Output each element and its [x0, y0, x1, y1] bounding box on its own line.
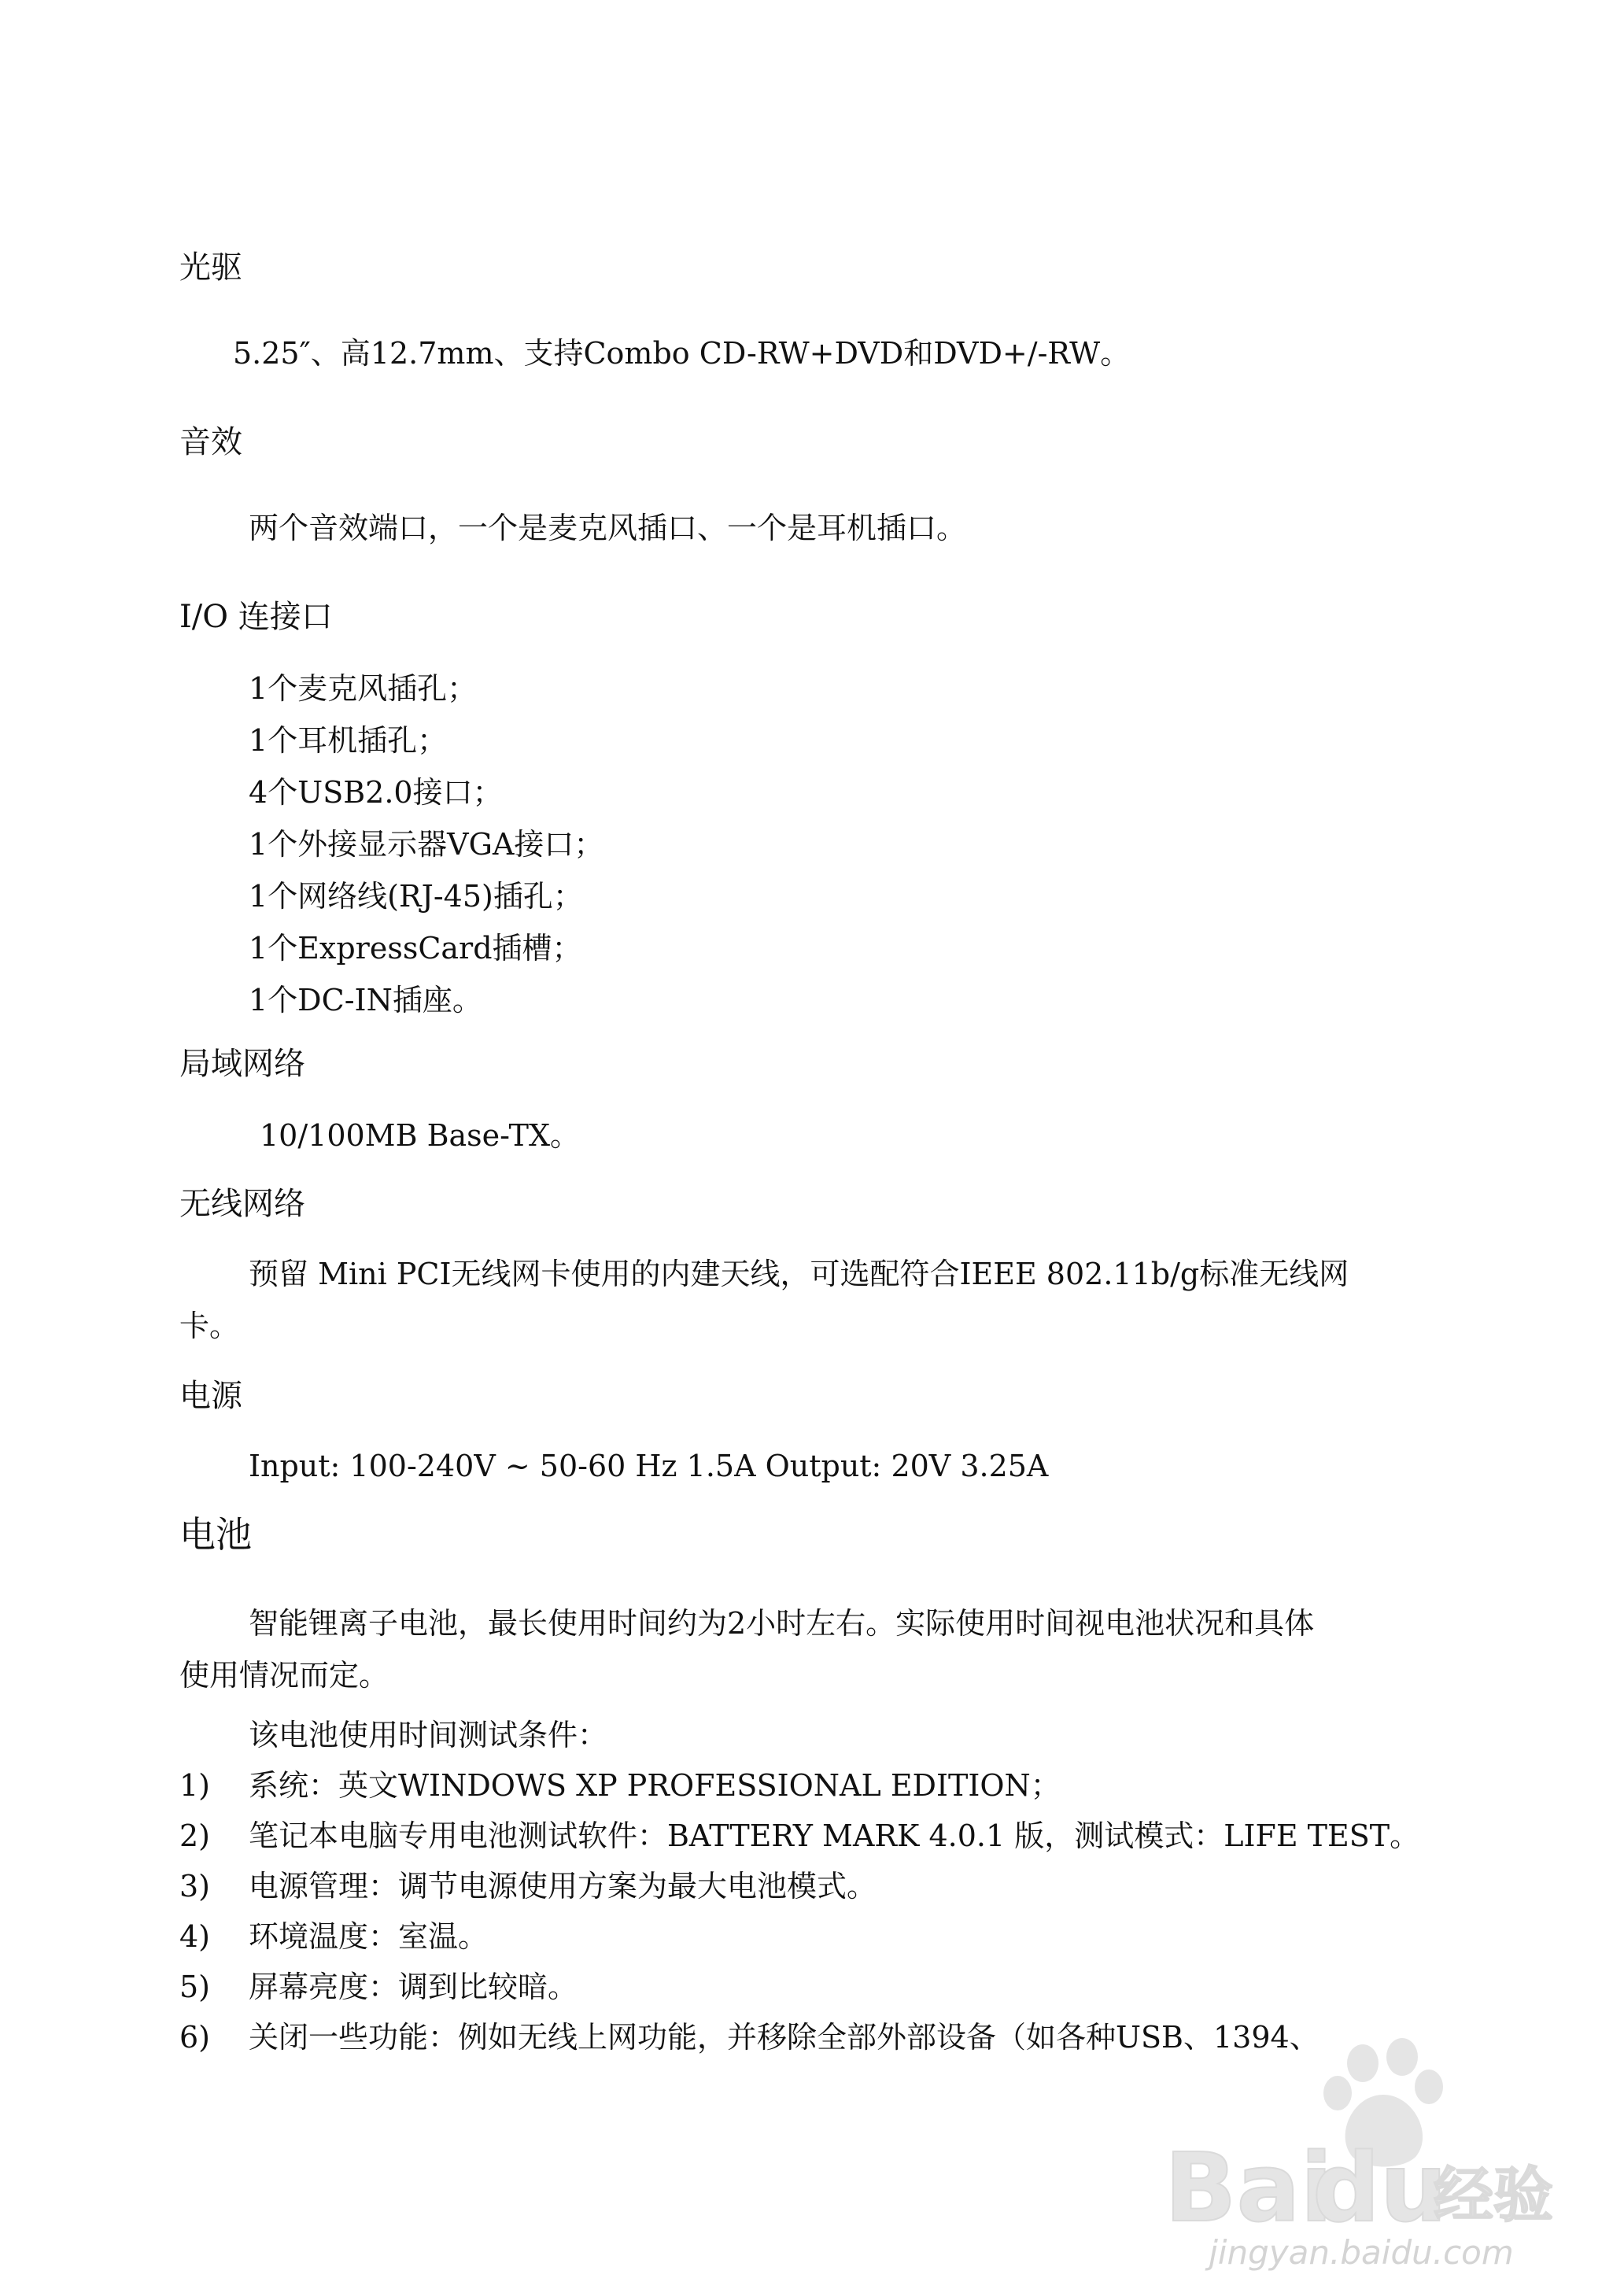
heading-audio: 音效 — [179, 424, 242, 460]
heading-battery: 电池 — [179, 1513, 252, 1556]
heading-wireless: 无线网络 — [179, 1186, 305, 1222]
wireless-spec-line2: 卡。 — [179, 1309, 240, 1343]
audio-spec: 两个音效端口，一个是麦克风插口、一个是耳机插口。 — [249, 511, 967, 545]
battery-spec-line2: 使用情况而定。 — [179, 1658, 389, 1693]
condition-text: 关闭一些功能：例如无线上网功能，并移除全部外部设备（如各种USB、1394、 — [249, 2020, 1320, 2055]
io-item: 1个ExpressCard插槽； — [249, 931, 582, 966]
wireless-spec-line1: 预留 Mini PCI无线网卡使用的内建天线，可选配符合IEEE 802.11b/g标准无线网 — [249, 1257, 1349, 1291]
heading-power: 电源 — [179, 1378, 242, 1414]
condition-number: 5) — [179, 1970, 211, 2004]
svg-text:Bai: Bai — [1164, 2134, 1333, 2243]
lan-spec: 10/100MB Base-TX。 — [260, 1118, 581, 1153]
condition-text: 笔记本电脑专用电池测试软件：BATTERY MARK 4.0.1 版，测试模式：LIFE TEST。 — [249, 1819, 1420, 1853]
condition-number: 6) — [179, 2020, 211, 2055]
svg-text:经验: 经验 — [1434, 2160, 1553, 2230]
io-item: 4个USB2.0接口； — [249, 775, 503, 810]
condition-number: 2) — [179, 1819, 211, 1853]
io-item: 1个DC-IN插座。 — [249, 983, 482, 1017]
watermark-url: jingyan.baidu.com — [1209, 2233, 1514, 2272]
battery-conditions-title: 该电池使用时间测试条件： — [249, 1718, 608, 1752]
svg-text:du: du — [1312, 2134, 1448, 2243]
io-item: 1个网络线(RJ-45)插孔； — [249, 879, 583, 914]
power-spec: Input: 100-240V ~ 50-60 Hz 1.5A Output: 20V 3.25A — [249, 1449, 1049, 1483]
battery-spec-line1: 智能锂离子电池，最长使用时间约为2小时左右。实际使用时间视电池状况和具体 — [249, 1606, 1315, 1641]
condition-text: 屏幕亮度：调到比较暗。 — [249, 1970, 578, 2004]
condition-text: 系统：英文WINDOWS XP PROFESSIONAL EDITION； — [249, 1768, 1061, 1803]
optical-drive-spec: 5.25″、高12.7mm、支持Combo CD-RW+DVD和DVD+/-RW。 — [233, 336, 1131, 371]
io-item: 1个麦克风插孔； — [249, 671, 478, 706]
condition-number: 3) — [179, 1869, 211, 1903]
heading-optical-drive: 光驱 — [179, 249, 242, 286]
condition-number: 4) — [179, 1919, 211, 1954]
io-item: 1个耳机插孔； — [249, 723, 448, 758]
condition-text: 环境温度：室温。 — [249, 1919, 489, 1954]
condition-text: 电源管理：调节电源使用方案为最大电池模式。 — [249, 1869, 877, 1903]
condition-number: 1) — [179, 1768, 211, 1803]
io-item: 1个外接显示器VGA接口； — [249, 827, 604, 862]
heading-io-ports: I/O 连接口 — [179, 599, 333, 635]
heading-lan: 局域网络 — [179, 1046, 305, 1082]
